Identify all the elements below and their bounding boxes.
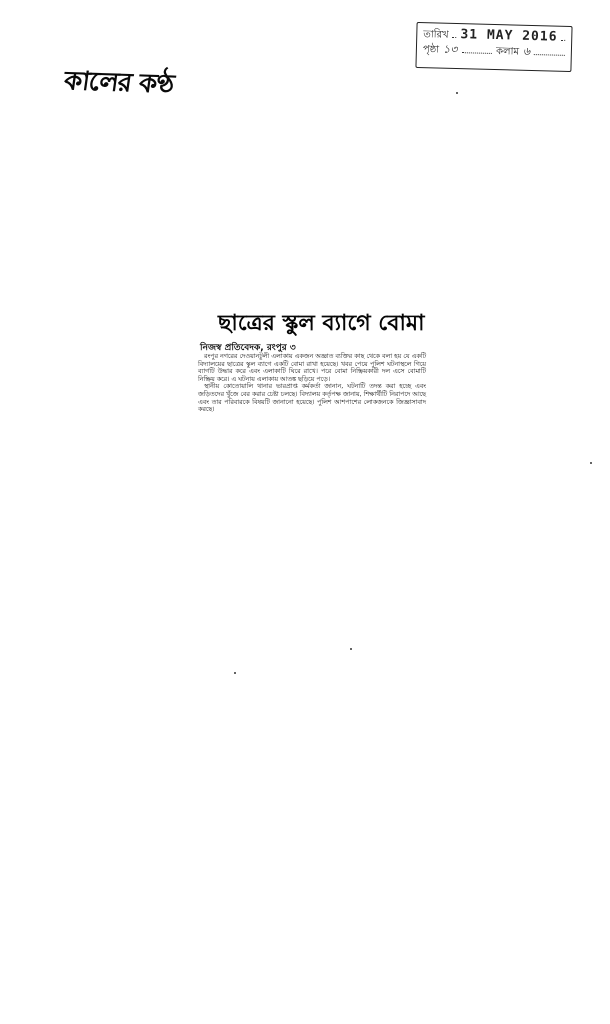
stamp-page-label: পৃষ্ঠা	[422, 44, 440, 56]
scan-speck	[590, 462, 592, 464]
stamp-page-value: ১৩	[442, 42, 458, 57]
scan-speck	[456, 92, 458, 94]
article-body	[198, 353, 426, 414]
stamp-dotted-line	[534, 46, 565, 56]
stamp-page-row	[423, 42, 565, 61]
article-dateline: নিজস্ব প্রতিবেদক, রংপুর ৩	[200, 343, 296, 353]
scan-speck	[234, 672, 236, 674]
stamp-date-value: 31 MAY 2016	[460, 27, 558, 45]
article-paragraph: স্থানীয় কোতোয়ালি থানার ভারপ্রাপ্ত কর্মকর্তা জানান, ঘটনাটি তদন্ত করা হচ্ছে এবং জড়িতদের খুঁজে বের করার চেষ্টা চলছে। বিদ্যালয় কর্তৃপক্ষ জানায়, শিক্ষার্থীটি নিরাপদে আছে এবং তার পরিবারকে বিষয়টি জানানো হয়েছে। পুলিশ আশপাশের লোকজনকে জিজ্ঞাসাবাদ করছে।	[198, 383, 426, 414]
newspaper-masthead: কালের কণ্ঠ	[62, 66, 176, 100]
stamp-date-label: তারিখ	[423, 29, 449, 41]
scan-speck	[350, 648, 352, 650]
article-headline: ছাত্রের স্কুল ব্যাগে বোমা	[218, 310, 425, 336]
stamp-dotted-line	[453, 29, 457, 38]
stamp-dotted-line	[461, 44, 492, 54]
clipping-stamp	[415, 22, 572, 72]
stamp-dotted-line	[561, 32, 565, 41]
stamp-column-value: ৬	[522, 44, 531, 58]
article-paragraph: রংপুর নগরের দেওয়ানটুলী এলাকায় একজন অজ্ঞাত ব্যক্তির কাছ থেকে বলা হয় যে একটি বিদ্যালয়ের ছাত্রের স্কুল ব্যাগে একটি বোমা রাখা হয়েছে। খবর পেয়ে পুলিশ ঘটনাস্থলে গিয়ে ব্যাগটি উদ্ধার করে এবং এলাকাটি ঘিরে রাখে। পরে বোমা নিষ্ক্রিয়কারী দল এসে বোমাটি নিষ্ক্রিয় করে। এ ঘটনায় এলাকায় আতঙ্ক ছড়িয়ে পড়ে।	[198, 353, 426, 383]
stamp-column-label: কলাম	[495, 46, 520, 58]
